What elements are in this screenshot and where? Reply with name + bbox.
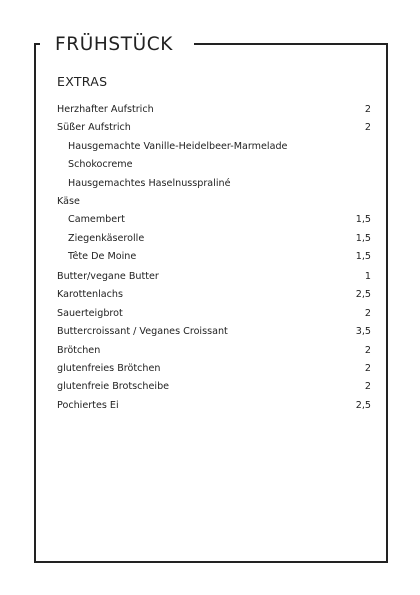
- item-name: Buttercroissant / Veganes Croissant: [57, 326, 228, 338]
- section-heading: EXTRAS: [57, 74, 108, 89]
- menu-item: [57, 342, 371, 360]
- item-price: 2,5: [355, 289, 371, 301]
- item-name: Käse: [57, 195, 80, 207]
- item-name: Karottenlachs: [57, 289, 124, 301]
- item-price: 1: [364, 271, 371, 283]
- item-price: 2: [364, 344, 371, 356]
- item-price: 1,5: [355, 214, 371, 226]
- menu-item: [57, 360, 371, 378]
- item-name: Tête De Moine: [68, 251, 137, 263]
- item-name: Butter/vegane Butter: [57, 271, 159, 283]
- menu-subitem: [57, 248, 371, 266]
- item-price: 1,5: [355, 232, 371, 244]
- menu-subitem: [57, 156, 371, 174]
- menu-subitem: [57, 175, 371, 193]
- menu-item: [57, 378, 371, 396]
- item-price: 2: [364, 122, 371, 134]
- item-name: glutenfreie Brotscheibe: [57, 381, 170, 393]
- item-price: 2: [364, 104, 371, 115]
- menu-item: [57, 323, 371, 341]
- menu-subitem: [57, 138, 371, 156]
- item-price: 2: [364, 307, 371, 319]
- menu-item: [57, 119, 371, 137]
- item-name: glutenfreies Brötchen: [57, 362, 161, 374]
- frame-top-border-left: [34, 43, 40, 45]
- menu-title: FRÜHSTÜCK: [55, 34, 173, 55]
- menu-item-list: [57, 101, 371, 415]
- item-price: 3,5: [355, 326, 371, 338]
- menu-item: [57, 193, 371, 211]
- item-name: Sauerteigbrot: [57, 307, 123, 319]
- item-price: 2,5: [355, 399, 371, 411]
- item-name: Herzhafter Aufstrich: [57, 104, 154, 115]
- item-name: Schokocreme: [68, 159, 133, 171]
- item-name: Camembert: [68, 214, 125, 226]
- item-price: 2: [364, 362, 371, 374]
- item-name: Brötchen: [57, 344, 101, 356]
- menu-item: [57, 305, 371, 323]
- menu-item: [57, 101, 371, 119]
- menu-item: [57, 397, 371, 415]
- item-name: Pochiertes Ei: [57, 399, 119, 411]
- item-name: Hausgemachtes Haselnusspraliné: [68, 177, 231, 189]
- menu-subitem: [57, 230, 371, 248]
- item-name: Ziegenkäserolle: [68, 232, 145, 244]
- menu-item: [57, 286, 371, 304]
- menu-subitem: [57, 211, 371, 229]
- item-name: Süßer Aufstrich: [57, 122, 131, 134]
- item-name: Hausgemachte Vanille-Heidelbeer-Marmelade: [68, 140, 288, 152]
- item-price: 1,5: [355, 251, 371, 263]
- menu-item: [57, 268, 371, 286]
- item-price: 2: [364, 381, 371, 393]
- frame-top-border-right: [194, 43, 386, 45]
